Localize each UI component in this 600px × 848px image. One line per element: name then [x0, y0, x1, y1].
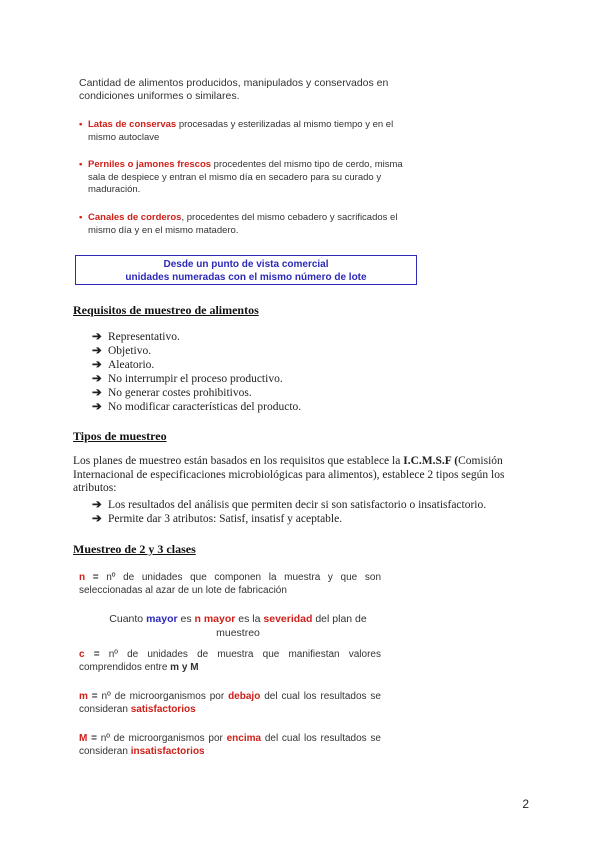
- list-item: [79, 119, 419, 144]
- bullet-icon: •: [79, 159, 83, 170]
- arrow-right-icon: ➔: [92, 359, 102, 371]
- section-heading-clases: Muestreo de 2 y 3 clases: [73, 542, 196, 556]
- commercial-box-line1: Desde un punto de vista comercial: [163, 259, 329, 270]
- commercial-box: [75, 255, 417, 285]
- list-item: ➔ Aleatorio.: [92, 359, 155, 371]
- severity-note: Cuanto mayor es n mayor es la severidad del plan de muestreo: [109, 613, 367, 639]
- arrow-right-icon: ➔: [92, 513, 102, 525]
- bullet-icon: •: [79, 212, 83, 223]
- tipos-list: [92, 498, 486, 526]
- requisitos-list: [92, 330, 301, 414]
- bullet-icon: •: [79, 119, 83, 130]
- list-item: ➔ Representativo.: [92, 331, 180, 343]
- list-item: ➔ No generar costes prohibitivos.: [92, 387, 252, 399]
- list-item: [79, 212, 419, 237]
- list-item: ➔ No modificar características del producto.: [92, 401, 302, 413]
- list-item: ➔ Permite dar 3 atributos: Satisf, insatisf y aceptable.: [92, 513, 343, 525]
- example-text: procedentes del mismo tipo de cerdo, misma sala de despiece y entran el mismo día en secadero para su curado y maduración.: [88, 159, 403, 195]
- example-highlight: Canales de corderos: [88, 212, 182, 223]
- example-text: procesadas y esterilizadas al mismo tiempo y en el mismo autoclave: [88, 119, 394, 143]
- arrow-right-icon: ➔: [92, 387, 102, 399]
- m-definition: m = nº de microorganismos por debajo del cual los resultados se consideran satisfactorios: [79, 691, 381, 715]
- list-item: ➔ Los resultados del análisis que permiten decir si son satisfactorio o insatisfactorio.: [92, 499, 487, 511]
- tipos-paragraph: Los planes de muestreo están basados en los requisitos que establece la I.C.M.S.F (Comisión Internacional de especificaciones microbiológicas para alimentos), establece 2 tipos según los atributos:: [73, 455, 505, 494]
- c-definition: c = nº de unidades de muestra que manifiestan valores comprendidos entre m y M: [79, 649, 381, 673]
- section-heading-tipos: Tipos de muestreo: [73, 429, 167, 443]
- n-definition: n = nº de unidades que componen la muestra y que son seleccionadas al azar de un lote de fabricación: [79, 572, 381, 596]
- arrow-right-icon: ➔: [92, 373, 102, 385]
- arrow-right-icon: ➔: [92, 331, 102, 343]
- intro-text: Cantidad de alimentos producidos, manipulados y conservados en condiciones uniformes o similares.: [79, 77, 389, 102]
- arrow-right-icon: ➔: [92, 345, 102, 357]
- arrow-right-icon: ➔: [92, 401, 102, 413]
- arrow-right-icon: ➔: [92, 499, 102, 511]
- M-definition: M = nº de microorganismos por encima del cual los resultados se consideran insatisfactorios: [79, 733, 381, 757]
- section-heading-requisitos: Requisitos de muestreo de alimentos: [73, 303, 259, 317]
- example-text: , procedentes del mismo cebadero y sacrificados el mismo día y en el mismo matadero.: [88, 212, 398, 236]
- commercial-box-line2: unidades numeradas con el mismo número de lote: [125, 272, 367, 283]
- list-item: ➔ Objetivo.: [92, 345, 152, 357]
- list-item: [79, 159, 419, 197]
- example-highlight: Perniles o jamones frescos: [88, 159, 212, 170]
- page-number: 2: [522, 797, 529, 811]
- example-highlight: Latas de conservas: [88, 119, 177, 130]
- list-item: ➔ No interrumpir el proceso productivo.: [92, 373, 283, 385]
